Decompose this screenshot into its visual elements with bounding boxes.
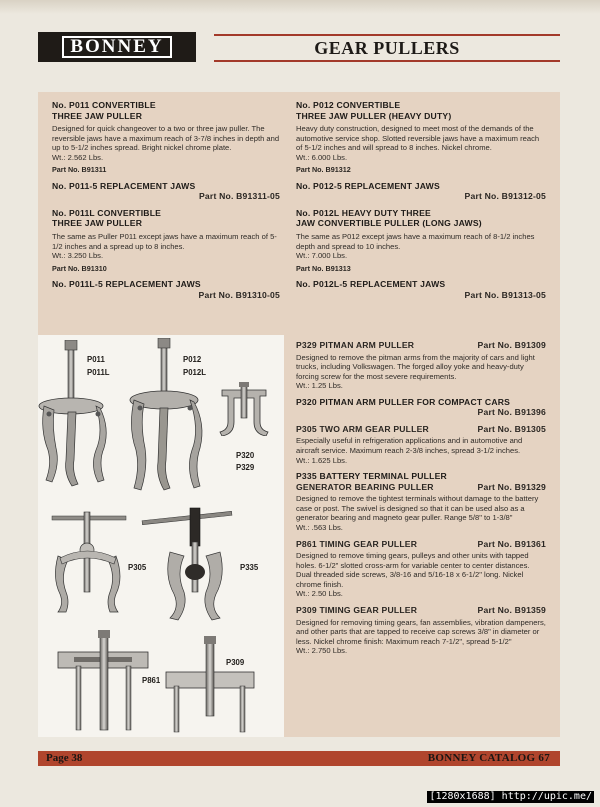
entry-title: No. P011-5 REPLACEMENT JAWS — [52, 180, 196, 191]
catalog-title: BONNEY CATALOG 67 — [427, 752, 550, 764]
entry-weight: Wt.: 7.000 Lbs. — [296, 251, 348, 261]
entry-p011-5 — [52, 181, 280, 202]
entry-p012l — [296, 208, 546, 273]
image-watermark: [1280x1688] http://upic.me/ — [429, 791, 592, 802]
entry-title: No. P011L-5 REPLACEMENT JAWS — [52, 279, 201, 290]
entry-part-number: Part No. B91312 — [296, 165, 351, 175]
entry-p329 — [296, 340, 546, 391]
entry-title: P335 BATTERY TERMINAL PULLER — [296, 471, 447, 482]
entry-title-2: THREE JAW PULLER — [52, 218, 143, 229]
entry-part-number: Part No. B91361 — [477, 538, 546, 549]
entry-title-2: GENERATOR BEARING PULLER — [296, 481, 434, 492]
entry-weight: Wt.: 2.50 Lbs. — [296, 589, 343, 599]
entry-part-number: Part No. B91311-05 — [199, 191, 280, 202]
entry-title: P305 TWO ARM GEAR PULLER — [296, 423, 429, 434]
entry-part-number: Part No. B91305 — [477, 423, 546, 434]
entry-description: Designed to remove timing gears, pulleys and other units with tapped holes. 6-1/2" slotted cross-arm for variable center to center distances. Dual threaded side screws, 3/8-16 and 5/16-18 x 6-1/2" long. Nickel chrome finish. — [296, 551, 530, 589]
figure-label-p320: P320 — [236, 451, 255, 460]
entry-title: No. P011 CONVERTIBLE — [52, 100, 156, 110]
entry-part-number: Part No. B91313 — [296, 263, 351, 273]
page-number: Page 38 — [46, 752, 83, 764]
entry-title-row — [296, 482, 546, 493]
two-arm-puller-p305-illustration — [48, 510, 130, 614]
entry-part-number: Part No. B91309 — [477, 340, 546, 350]
figure-label-p305: P305 — [128, 563, 147, 572]
figure-label-p012: P012 — [183, 355, 202, 364]
entry-description: The same as P012 except jaws have a maximum reach of 8-1/2 inches depth and spread to 10 inches. — [296, 231, 535, 251]
header-rule-bottom — [214, 60, 560, 62]
entry-description: Heavy duty construction, designed to meet most of the demands of the automotive service shop. Slotted reversible jaws have a maximum reach of 5-1/2 inches and will spread to 8 inches. Nickel chrome. — [296, 124, 540, 153]
entry-weight: Wt.: .563 Lbs. — [296, 522, 343, 532]
pitman-arm-puller-illustration — [216, 382, 272, 436]
entry-description: Designed for removing timing gears, fan assemblies, vibration dampeners, and other parts that are tapped to receive cap screws 3/8" in diameter or less. Nickel chrome finish: Maximum reach 7-1/2", spread 5-1/2" — [296, 617, 546, 646]
entry-part-number: Part No. B91359 — [477, 605, 546, 615]
entry-title: No. P012L-5 REPLACEMENT JAWS — [296, 279, 446, 290]
entry-part-number: Part No. B91329 — [477, 481, 546, 492]
entry-title: No. P012 CONVERTIBLE — [296, 100, 401, 110]
entry-title: No. P011L CONVERTIBLE — [52, 207, 162, 218]
entry-title-row — [296, 605, 546, 616]
entry-p011l-5 — [52, 279, 280, 300]
entry-weight: Wt.: 1.625 Lbs. — [296, 455, 348, 465]
entry-p012l-5 — [296, 279, 546, 300]
entry-p335 — [296, 471, 546, 532]
entry-description: Especially useful in refrigeration applications and in automotive and aircraft service. Maximum reach 2-3/8 inches, spread 3-1/2 inches. — [296, 436, 523, 455]
entry-p011l — [52, 208, 280, 273]
entry-title: P309 TIMING GEAR PULLER — [296, 605, 418, 615]
figure-label-p329: P329 — [236, 463, 255, 472]
entry-weight: Wt.: 6.000 Lbs. — [296, 152, 348, 162]
entry-p011 — [52, 100, 280, 175]
entry-description: Designed for quick changeover to a two or three jaw puller. The reversible jaws have a maximum reach of 3-7/8 inches in depth and up to 5-1/2 inches spread. Bright nickel chrome plate. — [52, 124, 280, 153]
entry-weight: Wt.: 3.250 Lbs. — [52, 251, 104, 261]
scan-edge — [0, 0, 600, 14]
right-column-bottom — [296, 340, 546, 662]
entry-title: No. P012L HEAVY DUTY THREE — [296, 207, 431, 218]
entry-part-number: Part No. B91313-05 — [464, 289, 546, 300]
right-column-top — [296, 100, 546, 306]
entry-p012 — [296, 100, 546, 175]
entry-weight: Wt.: 2.750 Lbs. — [296, 646, 348, 656]
entry-description: Designed to remove the tightest terminals without damage to the battery case or post. The swivel is designed so that it can be used also as a generator bearing and magneto gear puller. Range 5/8" to 1-3/8" — [296, 494, 539, 523]
entry-part-number: Part No. B91396 — [477, 407, 546, 418]
entry-weight: Wt.: 1.25 Lbs. — [296, 381, 343, 391]
entry-title: P320 PITMAN ARM PULLER FOR COMPACT CARS — [296, 396, 511, 407]
entry-title-row — [296, 340, 546, 351]
figure-label-p309: P309 — [226, 658, 245, 667]
entry-title: No. P012-5 REPLACEMENT JAWS — [296, 180, 440, 191]
entry-title-2: THREE JAW PULLER (HEAVY DUTY) — [296, 110, 452, 121]
entry-p305 — [296, 424, 546, 465]
entry-p309 — [296, 605, 546, 656]
entry-p012-5 — [296, 181, 546, 202]
entry-p320 — [296, 397, 546, 418]
timing-gear-puller-p861-illustration — [56, 630, 152, 734]
figure-label-p861: P861 — [142, 676, 161, 685]
entry-part-number: Part No. B91310 — [52, 263, 107, 273]
figure-label-p011l: P011L — [87, 368, 110, 377]
entry-part-number: Part No. B91311 — [52, 165, 107, 175]
entry-title-row — [296, 424, 546, 435]
puller-p011-illustration — [38, 340, 128, 500]
brand-logo — [38, 32, 196, 62]
entry-title-2: THREE JAW PULLER — [52, 110, 143, 121]
entry-part-number: Part No. B91312-05 — [464, 191, 546, 202]
entry-title: P861 TIMING GEAR PULLER — [296, 538, 418, 549]
timing-gear-puller-p309-illustration — [162, 636, 258, 736]
entry-part-number: Part No. B91310-05 — [198, 289, 280, 300]
left-column — [52, 100, 280, 306]
entry-title-2: JAW CONVERTIBLE PULLER (LONG JAWS) — [296, 218, 482, 229]
brand-logo-text: BONNEY — [62, 36, 171, 58]
entry-weight: Wt.: 2.562 Lbs. — [52, 152, 104, 162]
battery-terminal-puller-p335-illustration — [140, 502, 240, 622]
puller-p012-illustration — [128, 338, 218, 500]
figure-label-p335: P335 — [240, 563, 259, 572]
entry-description: Designed to remove the pitman arms from the majority of cars and light trucks, including Volkswagen. The forged alloy yoke and heavy-duty forcing screw for the most severe requirements. — [296, 352, 535, 381]
entry-description: The same as Puller P011 except jaws have a maximum reach of 5-1/2 inches and a spread up to 8 inches. — [52, 231, 277, 251]
figure-label-p011: P011 — [87, 355, 105, 364]
entry-p861 — [296, 539, 546, 599]
section-title: GEAR PULLERS — [314, 38, 460, 58]
entry-title-row — [296, 539, 546, 550]
entry-title: P329 PITMAN ARM PULLER — [296, 340, 415, 350]
figure-label-p012l: P012L — [183, 368, 206, 377]
